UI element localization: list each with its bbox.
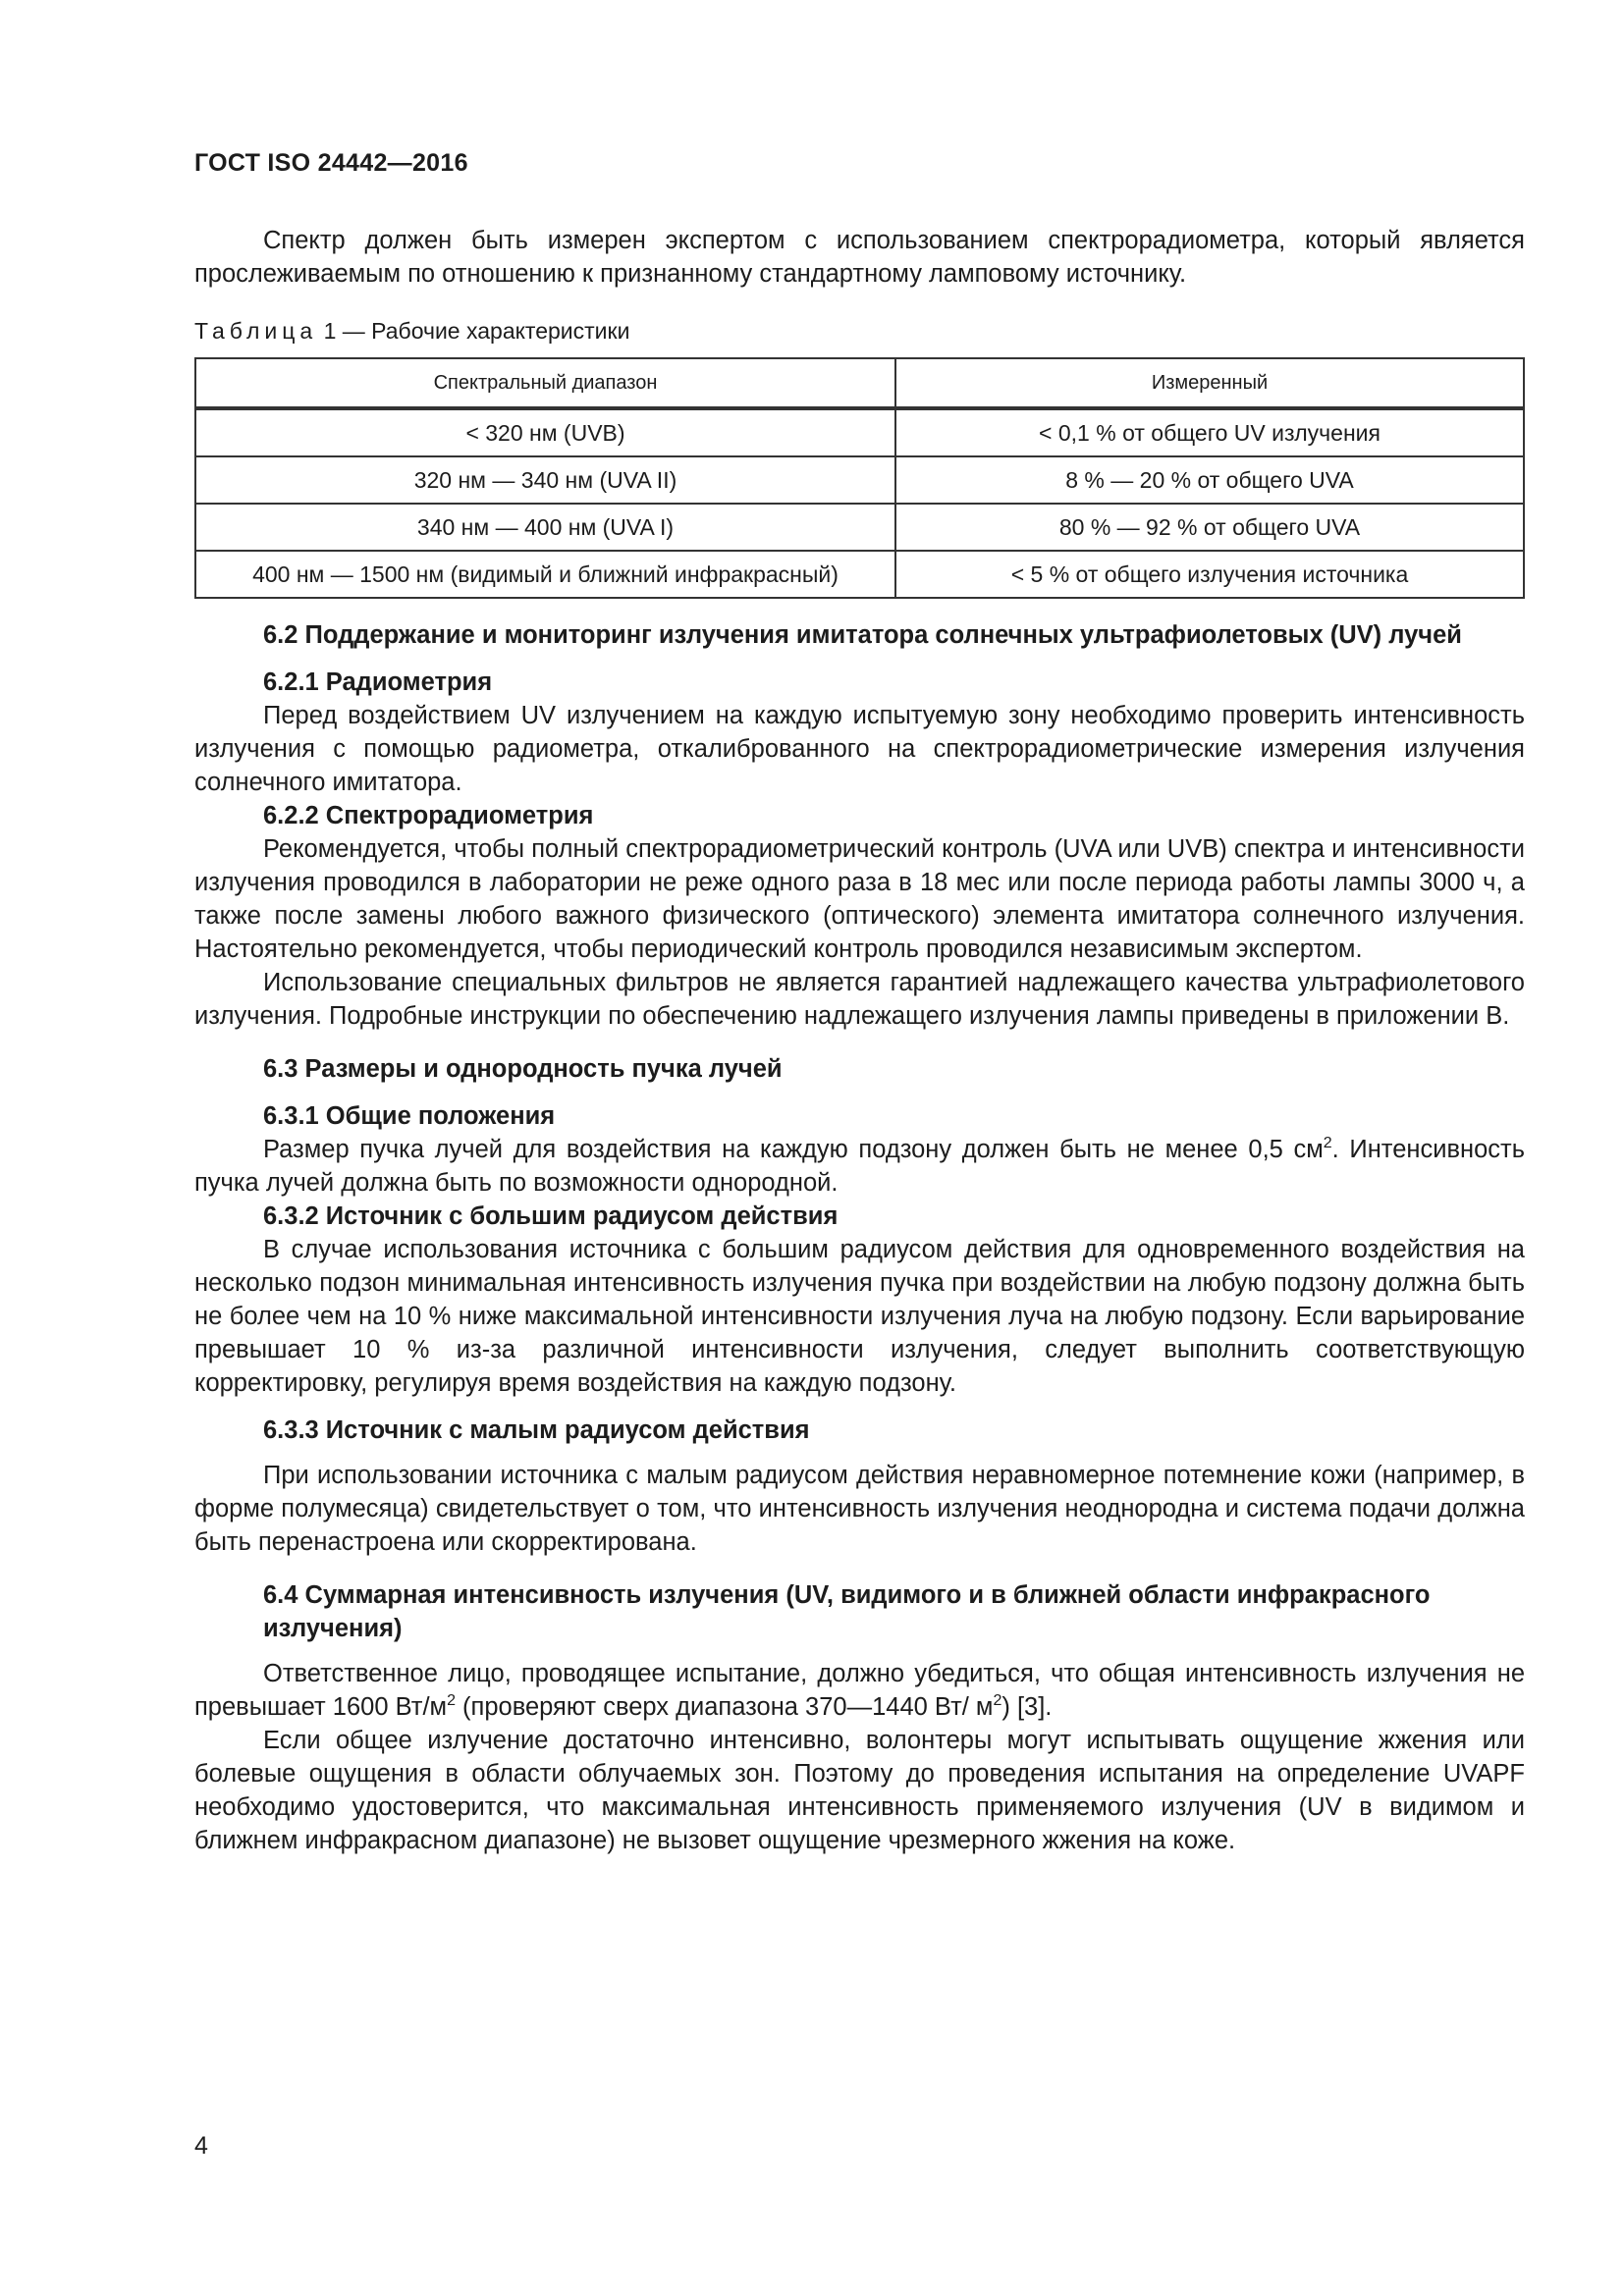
document-header: ГОСТ ISO 24442—2016 bbox=[194, 149, 468, 177]
section-6-3-1-text-b: . Интенсивность пучка лучей должна быть по возможности однородной. bbox=[194, 1136, 1525, 1197]
table-cell: 320 нм — 340 нм (UVA II) bbox=[195, 456, 895, 504]
table-cell: 400 нм — 1500 нм (видимый и ближний инфракрасный) bbox=[195, 551, 895, 598]
page-number: 4 bbox=[194, 2132, 208, 2160]
section-6-3-3-text: При использовании источника с малым радиусом действия неравномерное потемнение кожи (например, в форме полумесяца) свидетельствует о том, что интенсивность излучения неоднородна и система подачи должна быть перенастроена или скорректирована. bbox=[194, 1462, 1525, 1556]
table-caption bbox=[194, 314, 1525, 347]
table-row bbox=[195, 408, 1524, 456]
section-6-4-text-1-b: (проверяют сверх диапазона 370—1440 Вт/ м bbox=[455, 1693, 994, 1721]
superscript: 2 bbox=[447, 1691, 456, 1709]
section-6-2-1-text: Перед воздействием UV излучением на каждую испытуемую зону необходимо проверить интенсивность излучения с помощью радиометра, откалиброванного на спектрорадиометрические измерения излучения солнечного имитатора. bbox=[194, 702, 1525, 796]
section-6-4-text-2: Если общее излучение достаточно интенсивно, волонтеры могут испытывать ощущение жжения или болевые ощущения в области облучаемых зон. Поэтому до проведения испытания на определение UVAPF необходимо удостоверится, что максимальная интенсивность применяемого излучения (UV в видимом и ближнем инфракрасном диапазоне) не вызовет ощущение чрезмерного жжения на коже. bbox=[194, 1727, 1525, 1854]
table-cell: < 320 нм (UVB) bbox=[195, 408, 895, 456]
table-header-cell: Спектральный диапазон bbox=[195, 358, 895, 408]
table-row bbox=[195, 504, 1524, 551]
section-6-4-text-1-c: ) [3]. bbox=[1001, 1693, 1053, 1721]
section-6-3-1-heading: 6.3.1 Общие положения bbox=[263, 1102, 556, 1130]
section-6-3-3-heading: 6.3.3 Источник с малым радиусом действия bbox=[263, 1416, 810, 1444]
section-6-4-heading: 6.4 Суммарная интенсивность излучения (UV, видимого и в ближней области инфракрасного излучения) bbox=[263, 1581, 1431, 1642]
table-caption-word: Таблица bbox=[194, 318, 318, 344]
section-6-2-1-heading: 6.2.1 Радиометрия bbox=[263, 668, 493, 696]
section-6-4-text-1-a: Ответственное лицо, проводящее испытание, должно убедиться, что общая интенсивность излучения не превышает 1600 Вт/м bbox=[194, 1660, 1525, 1721]
section-6-4-text-1 bbox=[194, 1657, 1525, 1724]
table-cell: < 5 % от общего излучения источника bbox=[895, 551, 1524, 598]
spec-table bbox=[194, 357, 1525, 599]
table-row bbox=[195, 456, 1524, 504]
section-6-3-1-text bbox=[194, 1133, 1525, 1200]
table-cell: < 0,1 % от общего UV излучения bbox=[895, 408, 1524, 456]
section-6-3-1-text-a: Размер пучка лучей для воздействия на каждую подзону должен быть не менее 0,5 см bbox=[263, 1136, 1324, 1163]
section-6-2-2-heading: 6.2.2 Спектрорадиометрия bbox=[263, 802, 594, 829]
table-header-cell: Измеренный bbox=[895, 358, 1524, 408]
superscript: 2 bbox=[1323, 1134, 1332, 1151]
section-6-2-2-text-2: Использование специальных фильтров не является гарантией надлежащего качества ультрафиолетового излучения. Подробные инструкции по обеспечению надлежащего излучения лампы приведены в приложении В. bbox=[194, 969, 1525, 1030]
section-6-3-2-heading: 6.3.2 Источник с большим радиусом действия bbox=[263, 1202, 839, 1230]
page-content bbox=[194, 224, 1525, 1857]
table-cell: 80 % — 92 % от общего UVA bbox=[895, 504, 1524, 551]
section-6-2-heading: 6.2 Поддержание и мониторинг излучения имитатора солнечных ультрафиолетовых (UV) лучей bbox=[263, 621, 1462, 649]
table-cell: 8 % — 20 % от общего UVA bbox=[895, 456, 1524, 504]
section-6-3-heading: 6.3 Размеры и однородность пучка лучей bbox=[263, 1055, 783, 1083]
intro-paragraph: Спектр должен быть измерен экспертом с использованием спектрорадиометра, который является прослеживаемым по отношению к признанному стандартному ламповому источнику. bbox=[194, 227, 1525, 288]
section-6-2-2-text-1: Рекомендуется, чтобы полный спектрорадиометрический контроль (UVA или UVB) спектра и интенсивности излучения проводился в лаборатории не реже одного раза в 18 мес или после периода работы лампы 3000 ч, а также после замены любого важного физического (оптического) элемента имитатора солнечного излучения. Настоятельно рекомендуется, чтобы периодический контроль проводился независимым экспертом. bbox=[194, 835, 1525, 963]
superscript: 2 bbox=[993, 1691, 1002, 1709]
section-6-3-2-text: В случае использования источника с большим радиусом действия для одновременного воздействия на несколько подзон минимальная интенсивность излучения пучка при воздействии на любую подзону должна быть не более чем на 10 % ниже максимальной интенсивности излучения луча на любую подзону. Если варьирование превышает 10 % из-за различной интенсивности излучения, следует выполнить соответствующую корректировку, регулируя время воздействия на каждую подзону. bbox=[194, 1236, 1525, 1397]
table-cell: 340 нм — 400 нм (UVA I) bbox=[195, 504, 895, 551]
table-header-row bbox=[195, 358, 1524, 408]
table-caption-title: 1 — Рабочие характеристики bbox=[317, 318, 630, 344]
table-row bbox=[195, 551, 1524, 598]
